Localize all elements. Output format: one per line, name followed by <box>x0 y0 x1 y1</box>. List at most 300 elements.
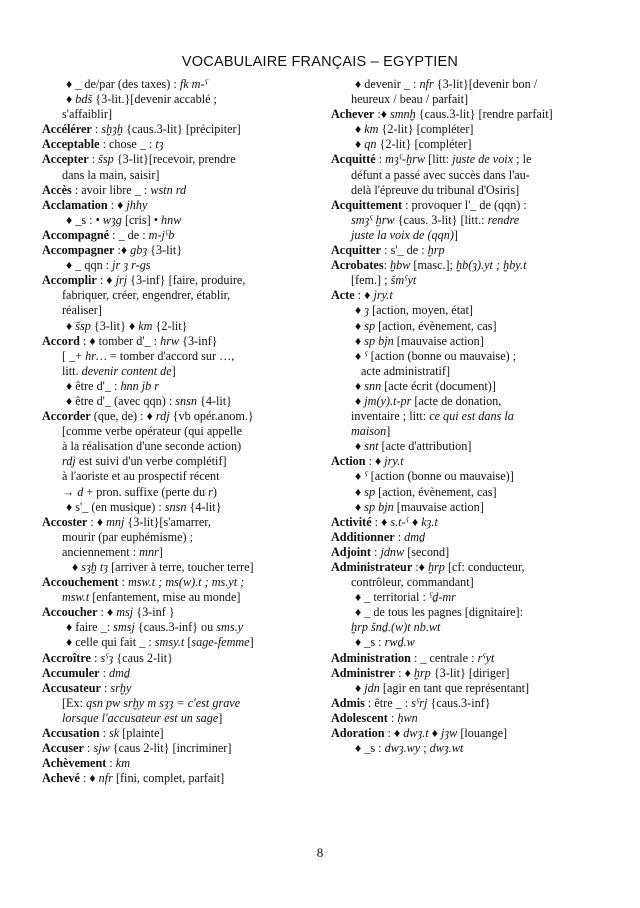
definition-text: ♦ <box>72 560 82 574</box>
definition-text: : <box>370 544 381 559</box>
transliteration: qn <box>364 137 377 152</box>
headword: Accusateur <box>42 680 101 695</box>
entry-subline <box>42 635 304 650</box>
definition-text: : _ centrale : <box>410 650 478 665</box>
definition-text: : <box>91 122 102 137</box>
transliteration: smsj <box>113 620 135 635</box>
headword: Accomplir <box>42 273 97 288</box>
definition-text: [ <box>184 635 192 650</box>
entry-line <box>331 560 611 575</box>
definition-text: ♦ <box>355 439 365 454</box>
definition-text: : ♦ <box>96 273 116 288</box>
definition-text: {2-lit} <box>152 318 188 333</box>
entry-subline <box>331 349 611 364</box>
definition-text: ♦ <box>355 469 365 484</box>
definition-text: ♦ <box>355 318 365 333</box>
transliteration: ḫrp <box>427 243 445 258</box>
entry-line <box>42 137 304 152</box>
entry-subline <box>331 439 611 454</box>
definition-text: ; le <box>513 152 532 167</box>
transliteration: hnn jb r <box>120 378 160 393</box>
definition-text: : être _ : <box>364 695 412 710</box>
entry-subline <box>42 379 304 394</box>
entry-line <box>42 756 304 771</box>
transliteration: msw.t <box>62 590 90 605</box>
definition-text: {caus.3-lit} [précipiter] <box>123 122 241 137</box>
definition-text: {3-lit}[devenir bon / <box>433 77 538 91</box>
entry-subline <box>42 303 304 318</box>
entry-line <box>331 288 611 303</box>
transliteration: km <box>115 756 131 771</box>
definition-text: {3-lit} <box>147 243 183 258</box>
transliteration: msj <box>116 605 134 620</box>
definition-text: {caus 2-lit} [incriminer] <box>109 741 232 756</box>
definition-text: ♦ <box>66 318 76 333</box>
definition-text: : provoquer l'_ de (qqn) : <box>402 197 527 212</box>
entry-subline <box>42 77 304 92</box>
page-title: VOCABULAIRE FRANÇAIS – EGYPTIEN <box>181 54 459 70</box>
definition-text: {3-lit}[recevoir, prendre <box>113 152 236 167</box>
entry-line <box>331 666 611 681</box>
definition-text: : ♦ <box>79 771 99 786</box>
definition-text: : ♦ <box>365 454 385 469</box>
transliteration: bdš <box>75 92 93 107</box>
definition-text: ] <box>171 363 176 378</box>
transliteration: jr ȝ r-gs <box>112 258 151 273</box>
entry-line <box>42 152 304 167</box>
entry-subline <box>331 364 611 379</box>
definition-text: [enfantement, mise au monde] <box>89 590 241 605</box>
definition-text: [acte écrit (document)] <box>381 378 496 393</box>
definition-text: [cf: conducteur, <box>444 560 525 574</box>
definition-text: [cris] • <box>121 212 162 227</box>
definition-text: {3-lit.}[devenir accablé ; <box>92 92 217 107</box>
entry-subline <box>331 273 611 288</box>
transliteration: r <box>208 484 213 499</box>
headword: Accouchement <box>42 575 119 590</box>
entry-subline <box>42 168 304 183</box>
definition-text: → <box>62 484 78 499</box>
transliteration: msw.t ; ms(w).t ; ms.yt ; <box>127 575 245 590</box>
definition-text: : ♦ tomber d'_ : <box>79 333 161 348</box>
entry-subline <box>42 545 304 560</box>
transliteration: m-jˁb <box>148 227 175 242</box>
definition-text: ♦ <box>355 137 365 152</box>
transliteration: jm(y).t-pr <box>364 393 412 408</box>
transliteration: snsn <box>164 499 187 514</box>
headword: Accepter <box>42 152 89 167</box>
headword: Administration <box>331 650 411 665</box>
right-column <box>331 77 611 756</box>
definition-text: ♦ _ territorial : <box>355 590 429 605</box>
entry-subline <box>42 92 304 107</box>
transliteration: smȝˁ ḫrw <box>351 212 395 227</box>
definition-text: : _ de : <box>109 227 149 242</box>
definition-text: [action (bonne ou mauvaise) ; <box>367 348 517 363</box>
definition-text: :♦ <box>412 560 428 574</box>
transliteration: ȝ <box>364 303 370 318</box>
definition-text: delà l'épreuve du tribunal d'Osiris] <box>351 182 520 197</box>
headword: Accoster <box>42 514 88 529</box>
entry-line <box>42 681 304 696</box>
transliteration: qsn pw srḫy m sȝȝ = c'est grave <box>86 695 241 710</box>
entry-line <box>42 409 304 424</box>
transliteration: tȝ <box>155 137 164 152</box>
headword: Accroître <box>42 650 91 665</box>
definition-text: {caus.3-inf} <box>427 695 491 710</box>
definition-text: [mauvaise action] <box>393 333 484 348</box>
transliteration: lorsque l'accusateur est un sage <box>62 710 219 725</box>
definition-text: [fini, complet, parfait] <box>112 771 225 786</box>
transliteration: ce qui est dans la <box>429 409 514 424</box>
definition-text: ♦ <box>428 726 441 741</box>
entry-subline <box>42 620 304 635</box>
headword: Accompagner <box>42 243 115 258</box>
headword: Additionner <box>331 529 395 544</box>
transliteration: sȝḫ tȝ <box>81 560 109 574</box>
definition-text: réaliser] <box>62 303 102 318</box>
definition-text: : <box>118 575 128 590</box>
entry-subline <box>331 485 611 500</box>
transliteration: mȝˁ-ḫrw <box>385 152 426 167</box>
headword: Acquitter <box>331 243 382 258</box>
transliteration: jdn <box>364 680 380 695</box>
entry-line <box>331 696 611 711</box>
definition-text: ♦ faire _: <box>66 620 114 635</box>
definition-text: {vb opér.anom.} <box>169 409 254 424</box>
definition-text: ♦ <box>355 303 365 318</box>
definition-text: anciennement : <box>62 544 140 559</box>
entry-line <box>331 243 611 258</box>
entry-subline <box>331 681 611 696</box>
entry-subline <box>42 394 304 409</box>
definition-text: [second] <box>404 544 450 559</box>
definition-text: {2-lit} [compléter] <box>376 137 472 152</box>
entry-line <box>42 273 304 288</box>
definition-text: : avoir libre _ : <box>71 182 151 197</box>
entry-subline <box>42 439 304 454</box>
headword: Admis <box>331 695 365 710</box>
entry-subline <box>331 605 611 620</box>
transliteration: jry.t <box>373 288 393 303</box>
definition-text: : <box>106 756 116 771</box>
definition-text: : ♦ <box>395 665 414 680</box>
definition-text: ♦ <box>355 378 365 393</box>
transliteration: srḫy <box>110 680 132 695</box>
entry-subline <box>331 213 611 228</box>
definition-text: [action, moyen, état] <box>369 303 473 318</box>
entry-subline <box>331 500 611 515</box>
definition-text: [acte de donation, <box>411 393 502 408</box>
definition-text: : ♦ <box>354 288 374 303</box>
headword: Accuser <box>42 741 84 756</box>
definition-text: ♦ _s : • <box>66 212 103 227</box>
definition-text: : ♦ <box>107 197 127 212</box>
definition-text: : <box>83 741 94 756</box>
definition-text: est suivi d'un verbe complétif] <box>75 454 227 469</box>
transliteration: ˁ <box>364 348 368 363</box>
definition-text: ♦ <box>355 333 365 348</box>
entry-subline <box>331 379 611 394</box>
transliteration: ḫbw <box>390 258 411 273</box>
definition-text: :♦ <box>114 243 131 258</box>
definition-text: {caus 2-lit} <box>113 650 174 665</box>
definition-text: {caus.3-lit} [rendre parfait] <box>415 107 553 122</box>
definition-text: ♦ devenir _ : <box>355 77 420 91</box>
transliteration: rdj <box>62 454 76 469</box>
headword: Achevé <box>42 771 80 786</box>
transliteration: sˁrj <box>411 695 428 710</box>
headword: Adoration <box>331 726 385 741</box>
transliteration: dwȝ.wy <box>384 741 421 756</box>
transliteration: snn <box>364 378 382 393</box>
headword: Acte <box>331 288 355 303</box>
headword: Accélérer <box>42 122 92 137</box>
transliteration: kȝ.t <box>421 514 438 529</box>
definition-text: [action, évènement, cas] <box>375 484 497 499</box>
entry-line <box>42 726 304 741</box>
definition-text: heureux / beau / parfait] <box>351 92 469 107</box>
definition-text: : ♦ <box>384 726 404 741</box>
transliteration: sp bjn <box>364 499 394 514</box>
headword: Adolescent <box>331 710 388 725</box>
transliteration: dmḏ <box>109 665 131 680</box>
definition-text: [action (bonne ou mauvaise)] <box>367 469 514 484</box>
entry-line <box>331 726 611 741</box>
entry-subline <box>42 319 304 334</box>
definition-text: acte administratif] <box>361 363 450 378</box>
headword: Accusation <box>42 726 100 741</box>
definition-text: ] <box>386 424 391 439</box>
entry-subline <box>42 469 304 484</box>
definition-text: : <box>99 726 110 741</box>
entry-subline <box>331 424 611 439</box>
definition-text: ♦ <box>355 484 365 499</box>
entry-subline <box>42 424 304 439</box>
entry-subline <box>331 741 611 756</box>
definition-text: : <box>383 258 391 273</box>
entry-subline <box>331 92 611 107</box>
definition-text: :♦ <box>374 107 391 122</box>
definition-text: [plainte] <box>119 726 164 741</box>
definition-text: [arriver à terre, toucher terre] <box>108 560 254 574</box>
headword: Accorder <box>42 409 91 424</box>
transliteration: wstn rd <box>150 182 187 197</box>
transliteration: hr… <box>85 348 107 363</box>
transliteration: wȝg <box>102 212 122 227</box>
transliteration: hnw <box>161 212 182 227</box>
transliteration: jhhy <box>126 197 148 212</box>
definition-text: à l'aoriste et au prospectif récent <box>62 469 220 484</box>
entry-line <box>42 515 304 530</box>
transliteration: šmˁyt <box>390 273 417 288</box>
entry-line <box>42 741 304 756</box>
entry-line <box>331 198 611 213</box>
headword: Administrateur <box>331 560 413 574</box>
entry-subline <box>331 635 611 650</box>
transliteration: ḫrp <box>413 665 431 680</box>
entry-subline <box>42 500 304 515</box>
definition-text: ] <box>453 227 458 242</box>
definition-text: ] <box>249 635 254 650</box>
definition-text: {4-lit} <box>186 499 222 514</box>
definition-text: [ _+ <box>62 348 86 363</box>
definition-text: ♦ <box>355 499 365 514</box>
definition-text: {3-lit}[s'amarrer, <box>124 514 211 529</box>
headword: Accès <box>42 182 72 197</box>
entry-subline <box>42 288 304 303</box>
definition-text: {3-inf } <box>133 605 175 620</box>
transliteration: jȝw <box>441 726 458 741</box>
definition-text: : <box>99 665 110 680</box>
definition-text: [acte d'attribution] <box>378 439 472 454</box>
definition-text: fabriquer, créer, engendrer, établir, <box>62 288 231 303</box>
entry-line <box>42 651 304 666</box>
definition-text: ♦ être d'_ : <box>66 378 121 393</box>
definition-text: = tomber d'accord sur …, <box>106 348 235 363</box>
definition-text: ♦ s'_ (en musique) : <box>66 499 165 514</box>
headword: Accoucher <box>42 605 98 620</box>
entry-subline <box>331 575 611 590</box>
definition-text: ) <box>212 484 217 499</box>
entry-subline <box>42 696 304 711</box>
entry-subline <box>42 590 304 605</box>
transliteration: sage-femme <box>191 635 250 650</box>
definition-text: mourir (par euphémisme) ; <box>62 529 193 544</box>
entry-line <box>331 107 611 122</box>
left-column <box>42 77 304 786</box>
transliteration: ḫrp <box>427 560 445 574</box>
transliteration: ḥwn <box>397 710 418 725</box>
headword: Accompagné <box>42 227 110 242</box>
entry-subline <box>331 620 611 635</box>
entry-subline <box>42 530 304 545</box>
transliteration: s.t-ˁ <box>390 514 409 529</box>
entry-subline <box>42 711 304 726</box>
entry-subline <box>331 334 611 349</box>
definition-text: {2-lit} [compléter] <box>378 122 474 137</box>
entry-subline <box>331 409 611 424</box>
headword: Acquittement <box>331 197 403 212</box>
definition-text: [comme verbe opérateur (qui appelle <box>62 424 243 439</box>
transliteration: mnj <box>106 514 125 529</box>
transliteration: d <box>77 484 84 499</box>
definition-text: : chose _ : <box>99 137 156 152</box>
headword: Achèvement <box>42 756 107 771</box>
entry-line <box>42 243 304 258</box>
entry-subline <box>42 454 304 469</box>
definition-text: : ♦ <box>371 514 391 529</box>
definition-text: inventaire ; litt: <box>351 409 430 424</box>
transliteration: ḫrp šnḏ.(w)t nb.wt <box>351 620 441 635</box>
headword: Achever <box>331 107 375 122</box>
definition-text: : s'_ de : <box>381 243 428 258</box>
transliteration: maison <box>351 424 387 439</box>
transliteration: sms.y <box>216 620 244 635</box>
transliteration: sp bjn <box>364 333 394 348</box>
entry-subline <box>331 137 611 152</box>
transliteration: fk m-ˁ <box>179 77 208 91</box>
transliteration: rendre <box>487 212 520 227</box>
definition-text: {3-inf} [faire, produire, <box>127 273 246 288</box>
entry-line <box>42 771 304 786</box>
definition-text: ♦ <box>355 348 365 363</box>
entry-subline <box>331 394 611 409</box>
entry-line <box>42 605 304 620</box>
transliteration: šsp <box>98 152 114 167</box>
entry-line <box>42 666 304 681</box>
definition-text: ♦ celle qui fait _ : <box>66 635 155 650</box>
transliteration: juste la voix de (qqn) <box>351 227 454 242</box>
transliteration: nfr <box>98 771 113 786</box>
definition-text: + pron. suffixe (perte du <box>83 484 209 499</box>
page-number: 8 <box>316 845 324 860</box>
definition-text: : <box>88 152 99 167</box>
definition-text: : <box>387 710 398 725</box>
entry-subline <box>42 485 304 500</box>
definition-text: {caus.3-inf} ou <box>134 620 217 635</box>
entry-subline <box>42 258 304 273</box>
transliteration: sp <box>364 318 376 333</box>
definition-text: : <box>375 152 386 167</box>
transliteration: smnḫ <box>390 107 416 122</box>
transliteration: ˁ <box>364 469 368 484</box>
definition-text: [Ex: <box>62 695 87 710</box>
definition-text: : <box>394 529 405 544</box>
headword: Acclamation <box>42 197 108 212</box>
definition-text: ♦ <box>408 514 422 529</box>
entry-subline <box>331 122 611 137</box>
entry-subline <box>331 469 611 484</box>
transliteration: nfr <box>419 77 434 91</box>
definition-text: ] <box>158 544 163 559</box>
definition-text: ♦ _s : <box>355 635 385 650</box>
definition-text: ♦ <box>355 680 365 695</box>
transliteration: sp <box>364 484 376 499</box>
entry-subline <box>331 183 611 198</box>
definition-text: défunt a passé avec succès dans l'au- <box>351 167 530 182</box>
definition-text: à la réalisation d'une seconde action) <box>62 439 242 454</box>
definition-text: [litt: <box>425 152 453 167</box>
definition-text: : ♦ <box>97 605 117 620</box>
entry-line <box>331 515 611 530</box>
entry-line <box>42 575 304 590</box>
definition-text: [masc.]; <box>410 258 457 273</box>
definition-text: s'affaiblir] <box>62 107 113 122</box>
entry-line <box>42 228 304 243</box>
entry-line <box>331 651 611 666</box>
definition-text: {caus. 3-lit} [litt.: <box>394 212 488 227</box>
definition-text: (que, de) : ♦ <box>90 409 156 424</box>
transliteration: hrw <box>160 333 180 348</box>
definition-text: ; <box>420 741 430 756</box>
headword: Action <box>331 454 366 469</box>
transliteration: jry.t <box>384 454 404 469</box>
entry-line <box>331 258 611 273</box>
transliteration: rˁyt <box>477 650 495 665</box>
definition-text: {3-inf} <box>179 333 218 348</box>
transliteration: sk <box>109 726 120 741</box>
headword: Acceptable <box>42 137 100 152</box>
entry-subline <box>42 560 304 575</box>
headword: Accumuler <box>42 665 100 680</box>
transliteration: snt <box>364 439 379 454</box>
entry-line <box>331 711 611 726</box>
transliteration: juste de voix <box>452 152 514 167</box>
definition-text: ♦ _s : <box>355 741 385 756</box>
transliteration: sˁȝ <box>100 650 114 665</box>
entry-line <box>42 334 304 349</box>
